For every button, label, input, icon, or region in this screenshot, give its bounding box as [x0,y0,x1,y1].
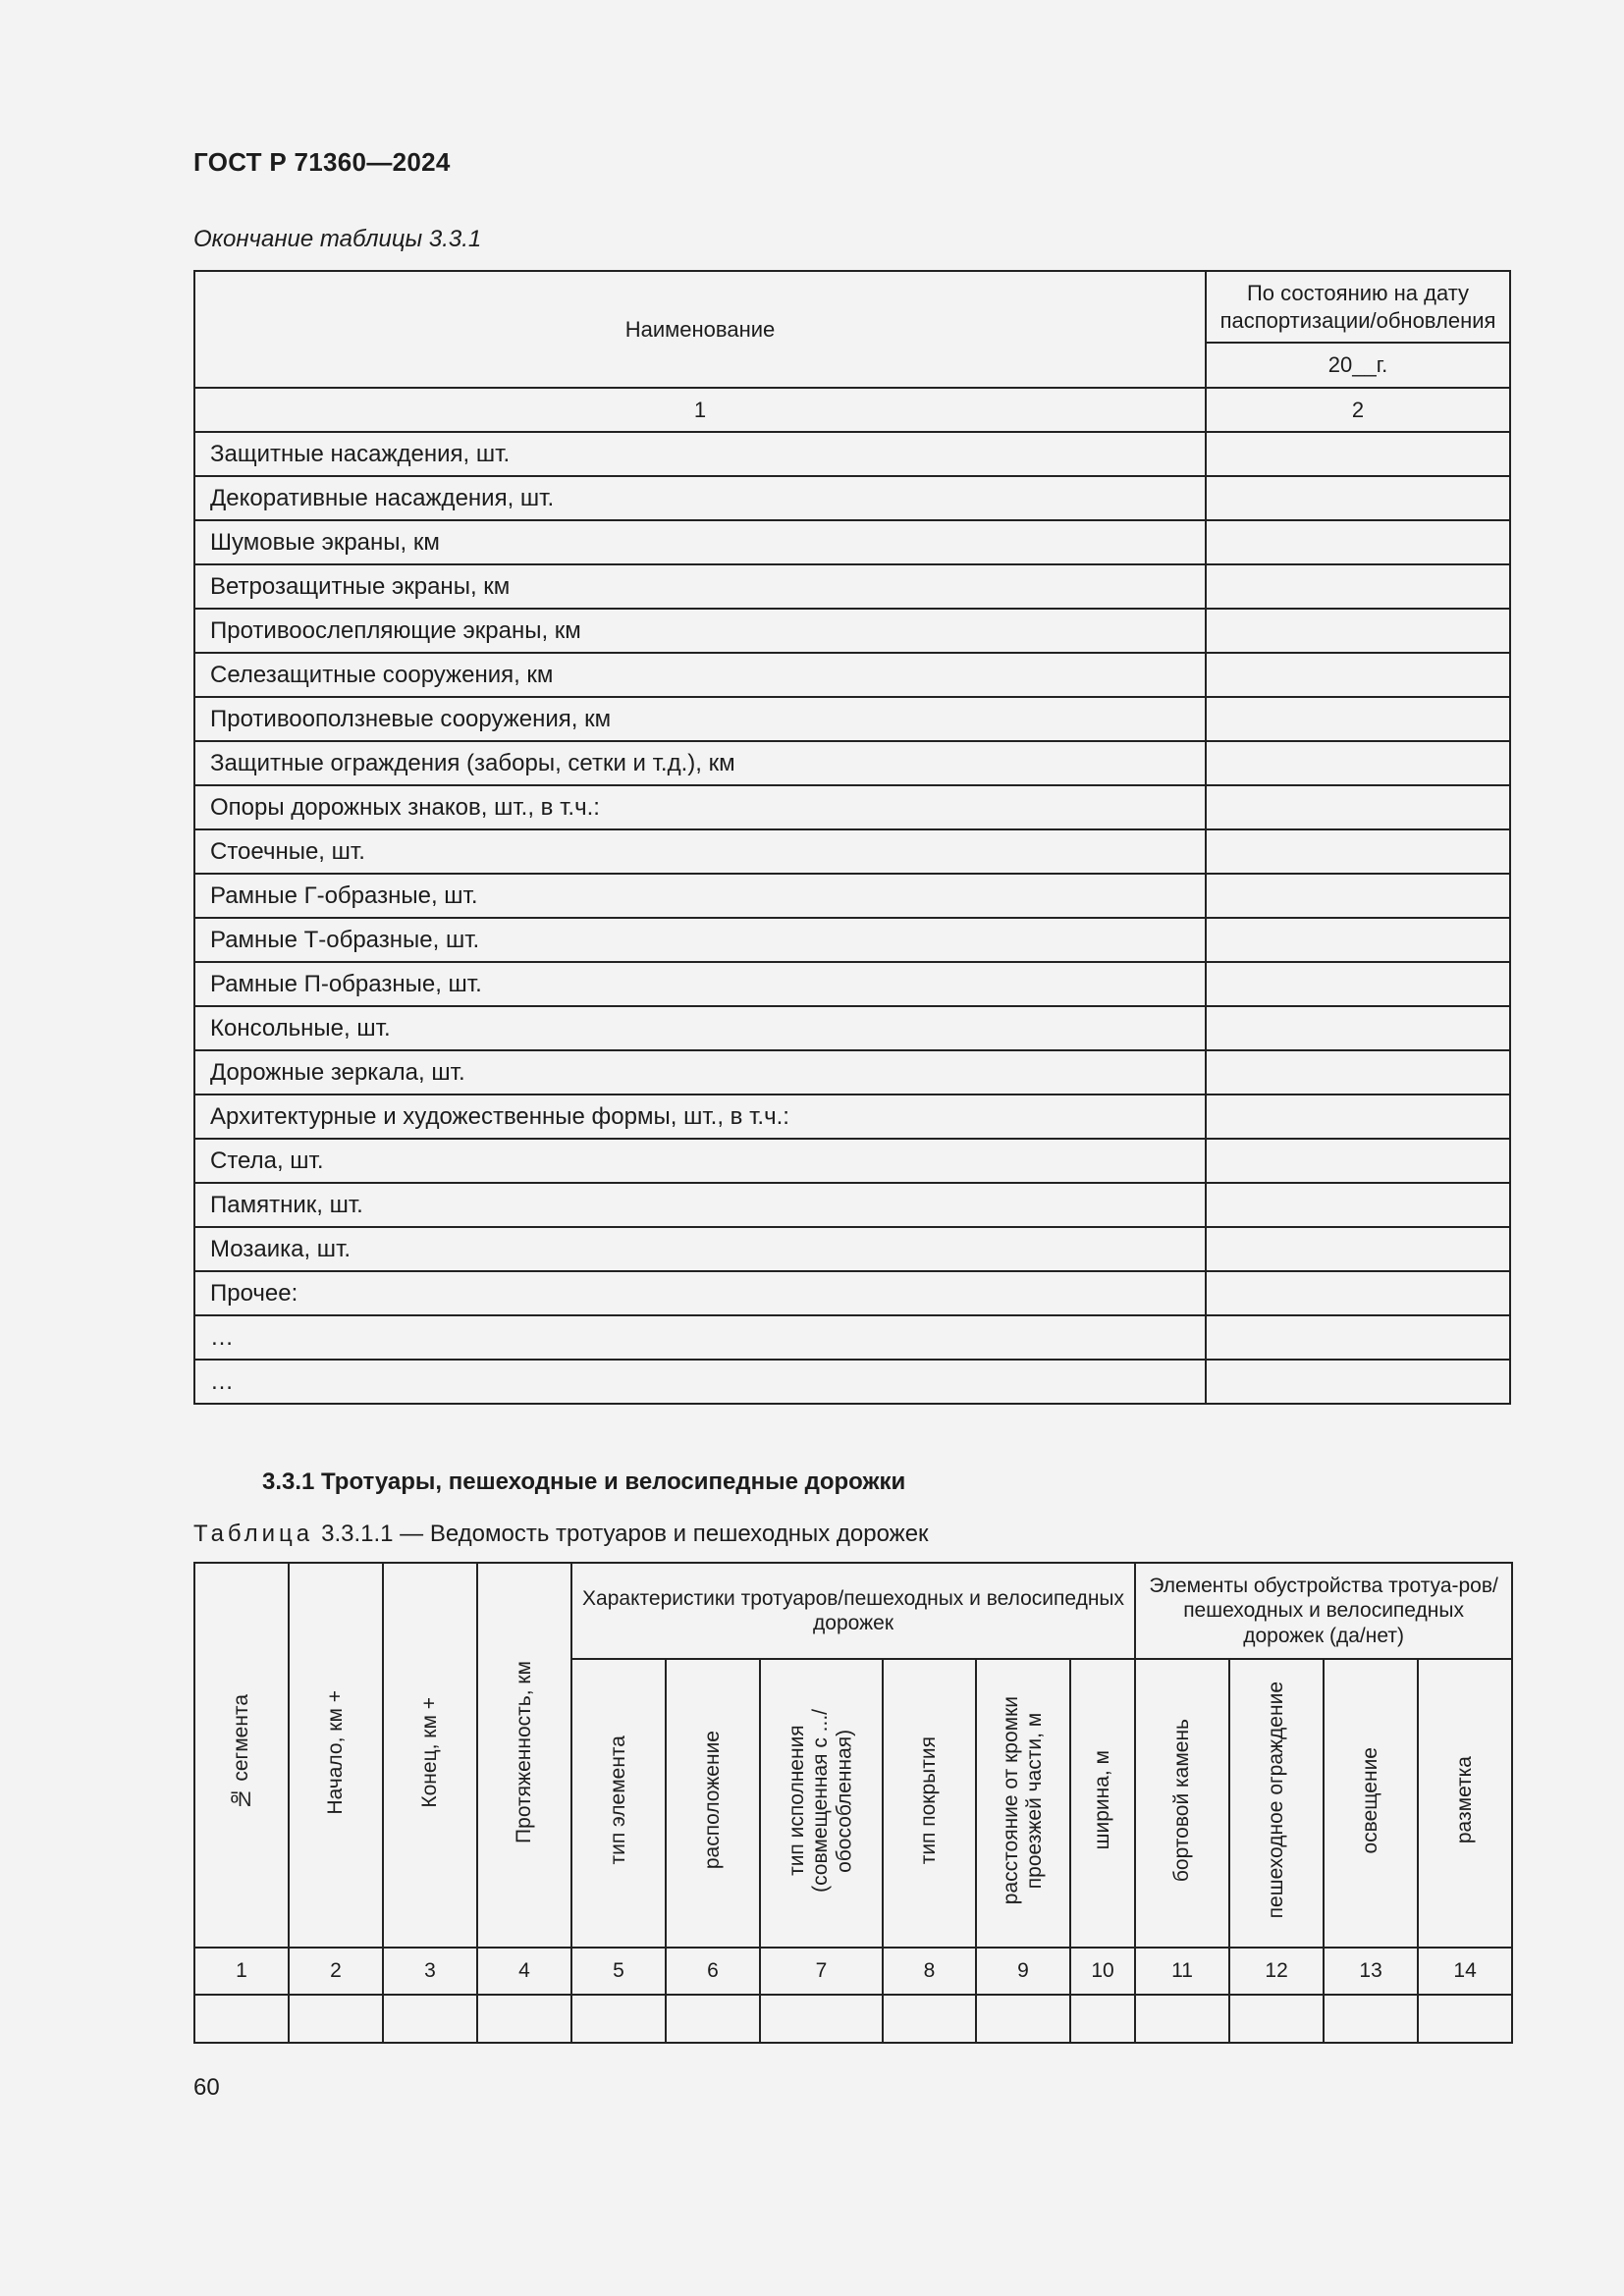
section-title: 3.3.1 Тротуары, пешеходные и велосипедные дорожки [262,1468,906,1495]
row-value [1206,432,1510,476]
empty-cell [1418,1995,1512,2043]
table-row [194,609,1510,653]
table-row [194,741,1510,785]
empty-cell [976,1995,1070,2043]
row-label: Мозаика, шт. [194,1227,1206,1271]
row-label: Рамные П-образные, шт. [194,962,1206,1006]
table-row [194,962,1510,1006]
row-label: Декоративные насаждения, шт. [194,476,1206,520]
group-header-characteristics: Характеристики тротуаров/пешеходных и велосипедных дорожек [571,1563,1135,1659]
row-label: Защитные ограждения (заборы, сетки и т.д.), км [194,741,1206,785]
row-value [1206,1183,1510,1227]
table-row [194,1227,1510,1271]
column-number: 3 [383,1948,477,1995]
column-number: 13 [1324,1948,1418,1995]
row-label: Дорожные зеркала, шт. [194,1050,1206,1095]
table-row [194,1006,1510,1050]
table-caption-prefix: Таблица [193,1521,314,1547]
empty-cell [289,1995,383,2043]
column-number: 1 [194,1948,289,1995]
col-header-width: ширина, м [1070,1659,1135,1948]
row-label: Архитектурные и художественные формы, шт., в т.ч.: [194,1095,1206,1139]
empty-cell [1135,1995,1229,2043]
col-header-start: Начало, км + [289,1563,383,1948]
empty-cell [1070,1995,1135,2043]
row-value [1206,1095,1510,1139]
continuation-caption: Окончание таблицы 3.3.1 [193,226,482,252]
row-label: Консольные, шт. [194,1006,1206,1050]
row-value [1206,1006,1510,1050]
row-label: Стоечные, шт. [194,829,1206,874]
table-row [194,785,1510,829]
group-header-elements: Элементы обустройства тротуа-ров/пешеходных и велосипедных дорожек (да/нет) [1135,1563,1512,1659]
row-label: Ветрозащитные экраны, км [194,564,1206,609]
row-value [1206,1227,1510,1271]
table-row [194,697,1510,741]
table-row [194,1360,1510,1404]
row-label: Защитные насаждения, шт. [194,432,1206,476]
empty-cell [571,1995,666,2043]
col-header-element-type: тип элемента [571,1659,666,1948]
row-value [1206,564,1510,609]
column-number: 9 [976,1948,1070,1995]
row-value [1206,697,1510,741]
col-header-name: Наименование [194,271,1206,388]
col-header-marking: разметка [1418,1659,1512,1948]
document-code: ГОСТ Р 71360—2024 [193,147,451,177]
col-header-surface-type: тип покрытия [883,1659,976,1948]
table-row [194,476,1510,520]
table-row [194,1995,1512,2043]
column-number: 6 [666,1948,760,1995]
col-header-length: Протяженность, км [477,1563,571,1948]
column-number: 10 [1070,1948,1135,1995]
row-value [1206,1315,1510,1360]
table-row [194,1139,1510,1183]
row-value [1206,962,1510,1006]
row-label: … [194,1360,1206,1404]
table-caption [193,1521,929,1548]
row-label: Стела, шт. [194,1139,1206,1183]
col-header-end: Конец, км + [383,1563,477,1948]
row-value [1206,874,1510,918]
column-number: 14 [1418,1948,1512,1995]
row-value [1206,1139,1510,1183]
empty-cell [194,1995,289,2043]
row-value [1206,1271,1510,1315]
table-row [194,520,1510,564]
column-number: 11 [1135,1948,1229,1995]
empty-cell [1229,1995,1324,2043]
table-row [194,564,1510,609]
row-value [1206,829,1510,874]
col-header-fence: пешеходное ограждение [1229,1659,1324,1948]
row-value [1206,520,1510,564]
empty-cell [383,1995,477,2043]
row-label: Рамные Т-образные, шт. [194,918,1206,962]
empty-cell [760,1995,883,2043]
empty-cell [477,1995,571,2043]
column-number: 5 [571,1948,666,1995]
row-label: Рамные Г-образные, шт. [194,874,1206,918]
col-header-date: По состоянию на дату паспортизации/обновления [1206,271,1510,343]
row-value [1206,476,1510,520]
table-row [194,653,1510,697]
table-3-3-1-end [193,270,1511,1405]
col-subheader-year: 20__г. [1206,343,1510,388]
row-label: Опоры дорожных знаков, шт., в т.ч.: [194,785,1206,829]
table-row [194,1050,1510,1095]
row-value [1206,653,1510,697]
col-header-segment: № сегмента [194,1563,289,1948]
row-label: Памятник, шт. [194,1183,1206,1227]
table-row [194,1095,1510,1139]
table-row [194,1315,1510,1360]
row-value [1206,609,1510,653]
row-value [1206,785,1510,829]
column-number: 8 [883,1948,976,1995]
row-label: Противоослепляющие экраны, км [194,609,1206,653]
table-row [194,829,1510,874]
empty-cell [883,1995,976,2043]
row-value [1206,1360,1510,1404]
table-caption-text: 3.3.1.1 — Ведомость тротуаров и пешеходных дорожек [321,1521,929,1547]
row-label: Противооползневые сооружения, км [194,697,1206,741]
column-number: 4 [477,1948,571,1995]
table-row [194,918,1510,962]
col-header-execution-type: тип исполнения (совмещенная с .../ обособленная) [760,1659,883,1948]
column-number: 2 [289,1948,383,1995]
row-label: … [194,1315,1206,1360]
row-value [1206,741,1510,785]
col-header-distance: расстояние от кромки проезжей части, м [976,1659,1070,1948]
table-row [194,1271,1510,1315]
column-number: 2 [1206,388,1510,432]
row-label: Прочее: [194,1271,1206,1315]
table-row [194,432,1510,476]
table-3-3-1-1 [193,1562,1513,2044]
row-value [1206,1050,1510,1095]
col-header-lighting: освещение [1324,1659,1418,1948]
empty-cell [1324,1995,1418,2043]
column-number: 12 [1229,1948,1324,1995]
row-label: Селезащитные сооружения, км [194,653,1206,697]
table-row [194,874,1510,918]
table-row [194,1183,1510,1227]
column-number: 1 [194,388,1206,432]
col-header-curb: бортовой камень [1135,1659,1229,1948]
row-value [1206,918,1510,962]
page-number: 60 [193,2074,220,2101]
row-label: Шумовые экраны, км [194,520,1206,564]
empty-cell [666,1995,760,2043]
column-number: 7 [760,1948,883,1995]
col-header-location: расположение [666,1659,760,1948]
